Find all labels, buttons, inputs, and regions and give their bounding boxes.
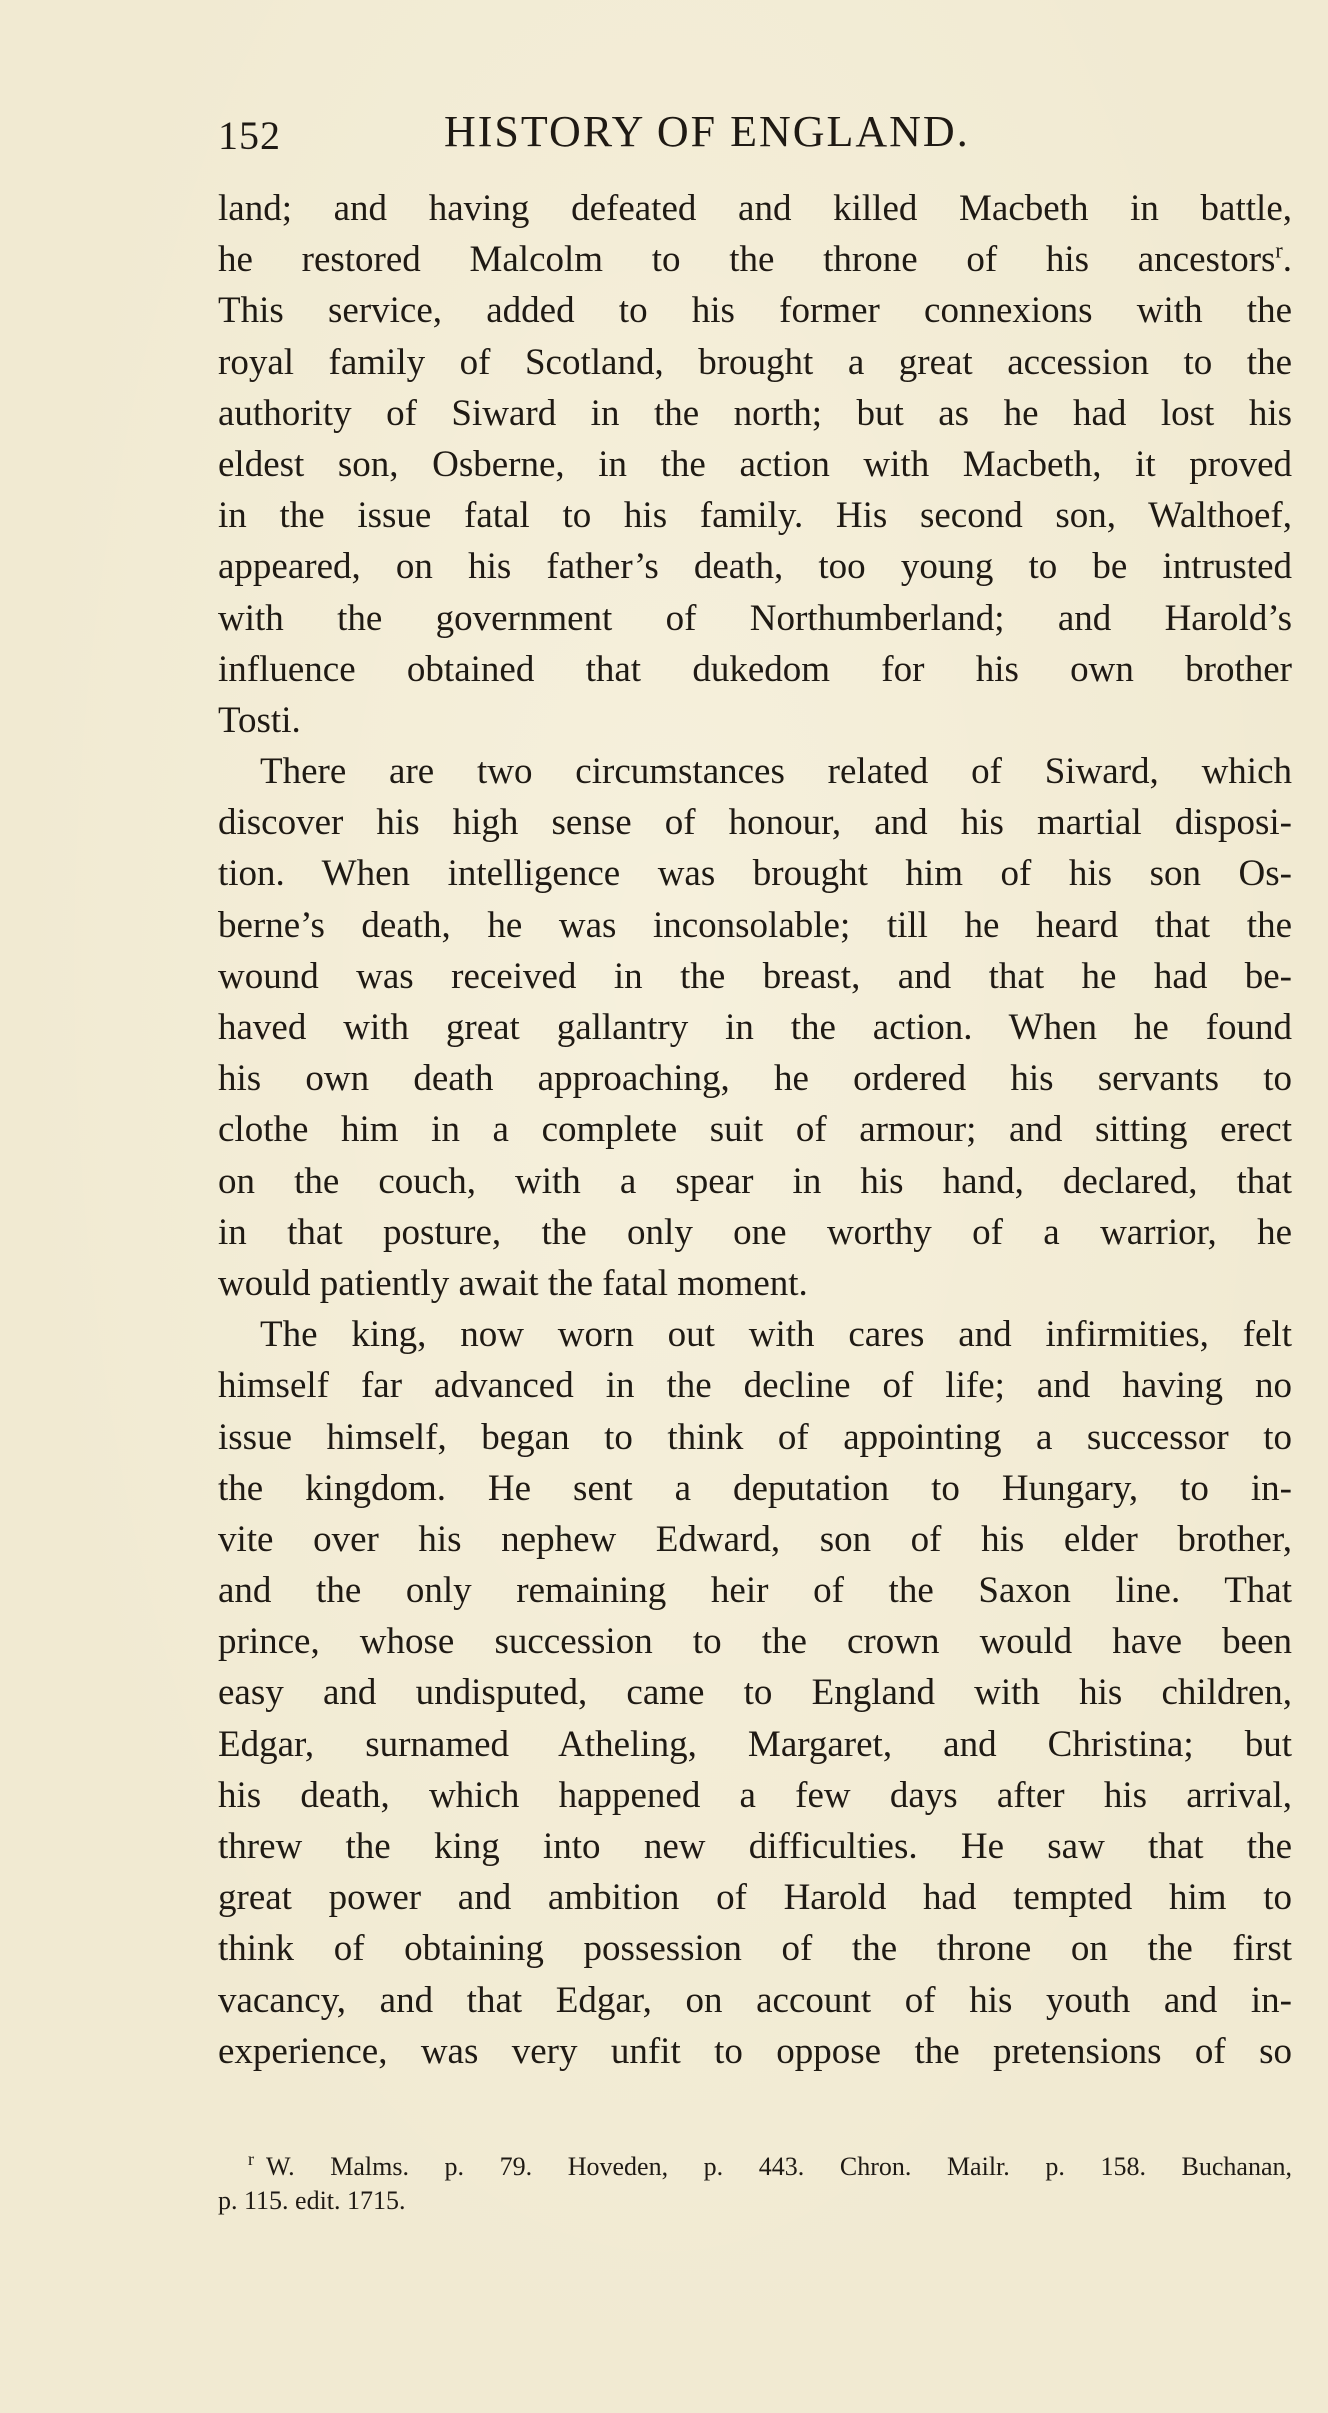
text-line-content: in the issue fatal to his family. His second son, Walthoef, — [218, 495, 1292, 537]
text-line — [218, 439, 1292, 490]
page-header — [218, 100, 1292, 170]
punctuation: . — [1282, 239, 1292, 281]
text-line — [218, 1360, 1292, 1411]
footnote-mark: r — [248, 2149, 254, 2170]
text-line — [218, 900, 1292, 951]
text-line — [218, 2026, 1292, 2077]
text-line-content: eldest son, Osberne, in the action with Macbeth, it proved — [218, 443, 1292, 485]
text-line — [218, 1923, 1292, 1974]
text-line-content: the kingdom. He sent a deputation to Hungary, to in- — [218, 1467, 1292, 1509]
text-line — [218, 593, 1292, 644]
text-line — [218, 234, 1292, 285]
text-line — [218, 337, 1292, 388]
text-line-content: vacancy, and that Edgar, on account of his youth and in- — [218, 1979, 1292, 2021]
text-line — [218, 1565, 1292, 1616]
text-line — [218, 1616, 1292, 1667]
text-line-content: royal family of Scotland, brought a great accession to the — [218, 341, 1292, 383]
text-line — [218, 1821, 1292, 1872]
text-line — [218, 1463, 1292, 1514]
text-line-content: and the only remaining heir of the Saxon line. That — [218, 1570, 1292, 1612]
text-line-content: in that posture, the only one worthy of a warrior, he — [218, 1211, 1292, 1253]
text-line — [218, 1975, 1292, 2026]
text-line-content: There are two circumstances related of Siward, which — [260, 751, 1292, 793]
text-line-content: clothe him in a complete suit of armour; and sitting erect — [218, 1109, 1292, 1151]
text-line-content: authority of Siward in the north; but as he had lost his — [218, 392, 1292, 434]
text-line-content: prince, whose succession to the crown would have been — [218, 1621, 1292, 1663]
text-line — [218, 951, 1292, 1002]
text-line-content: tion. When intelligence was brought him of his son Os- — [218, 853, 1292, 895]
text-line — [218, 797, 1292, 848]
text-line — [218, 746, 1292, 797]
text-line — [218, 285, 1292, 336]
text-line — [218, 541, 1292, 592]
text-line — [218, 1156, 1292, 1207]
text-line-content: great power and ambition of Harold had tempted him to — [218, 1877, 1292, 1919]
text-line — [218, 848, 1292, 899]
text-line-content: vite over his nephew Edward, son of his elder brother, — [218, 1518, 1292, 1560]
text-line — [218, 1872, 1292, 1923]
footnote-line-1 — [218, 2150, 1292, 2184]
text-line — [218, 183, 1292, 234]
text-line-content: would patiently await the fatal moment. — [218, 1262, 808, 1304]
footnote-text-1: W. Malms. p. 79. Hoveden, p. 443. Chron. Mailr. p. 158. Buchanan, — [266, 2152, 1292, 2181]
text-line-content: discover his high sense of honour, and his martial disposi- — [218, 802, 1292, 844]
footnote-line-2: p. 115. edit. 1715. — [218, 2186, 406, 2215]
text-line-content: berne’s death, he was inconsolable; till he heard that the — [218, 904, 1292, 946]
text-line-content: influence obtained that dukedom for his own brother — [218, 648, 1292, 690]
text-line-content: The king, now worn out with cares and infirmities, felt — [260, 1314, 1292, 1356]
text-line-content: think of obtaining possession of the throne on the first — [218, 1928, 1292, 1970]
text-line-content: easy and undisputed, came to England with his children, — [218, 1672, 1292, 1714]
text-line-content: appeared, on his father’s death, too young to be intrusted — [218, 546, 1292, 588]
text-line — [218, 1719, 1292, 1770]
text-line-content: with the government of Northumberland; and Harold’s — [218, 597, 1292, 639]
text-line-content: threw the king into new difficulties. He saw that the — [218, 1826, 1292, 1867]
footnote — [218, 2150, 1292, 2218]
text-line — [218, 1053, 1292, 1104]
text-line-content: Edgar, surnamed Atheling, Margaret, and Christina; but — [218, 1723, 1292, 1765]
text-line-content: issue himself, began to think of appointing a successor to — [218, 1416, 1292, 1458]
text-line — [218, 1104, 1292, 1155]
text-line — [218, 490, 1292, 541]
running-head: HISTORY OF ENGLAND. — [444, 107, 970, 156]
page-number: 152 — [218, 113, 281, 158]
text-line — [218, 388, 1292, 439]
footnote-reference: r — [1275, 237, 1283, 263]
text-line — [218, 1667, 1292, 1718]
text-line-content: wound was received in the breast, and that he had be- — [218, 955, 1292, 997]
text-line-content: on the couch, with a spear in his hand, declared, that — [218, 1160, 1292, 1202]
text-line — [218, 1002, 1292, 1053]
body-text — [218, 183, 1292, 2077]
text-line — [218, 1309, 1292, 1360]
text-line — [218, 1258, 1292, 1309]
text-line-content: experience, was very unfit to oppose the pretensions of so — [218, 2030, 1292, 2072]
text-line-content: haved with great gallantry in the action. When he found — [218, 1007, 1292, 1048]
text-line — [218, 695, 1292, 746]
text-line-content: he restored Malcolm to the throne of his ancestors — [218, 239, 1276, 281]
text-line — [218, 644, 1292, 695]
text-line — [218, 1514, 1292, 1565]
text-line-content: This service, added to his former connexions with the — [218, 290, 1292, 332]
text-line — [218, 1207, 1292, 1258]
text-line-content: his death, which happened a few days after his arrival, — [218, 1774, 1292, 1816]
text-line-content: himself far advanced in the decline of life; and having no — [218, 1365, 1292, 1407]
text-line — [218, 1770, 1292, 1821]
text-line-content: land; and having defeated and killed Macbeth in battle, — [218, 188, 1292, 229]
text-line-content: Tosti. — [218, 699, 301, 741]
text-line — [218, 1412, 1292, 1463]
text-line-content: his own death approaching, he ordered his servants to — [218, 1058, 1292, 1100]
